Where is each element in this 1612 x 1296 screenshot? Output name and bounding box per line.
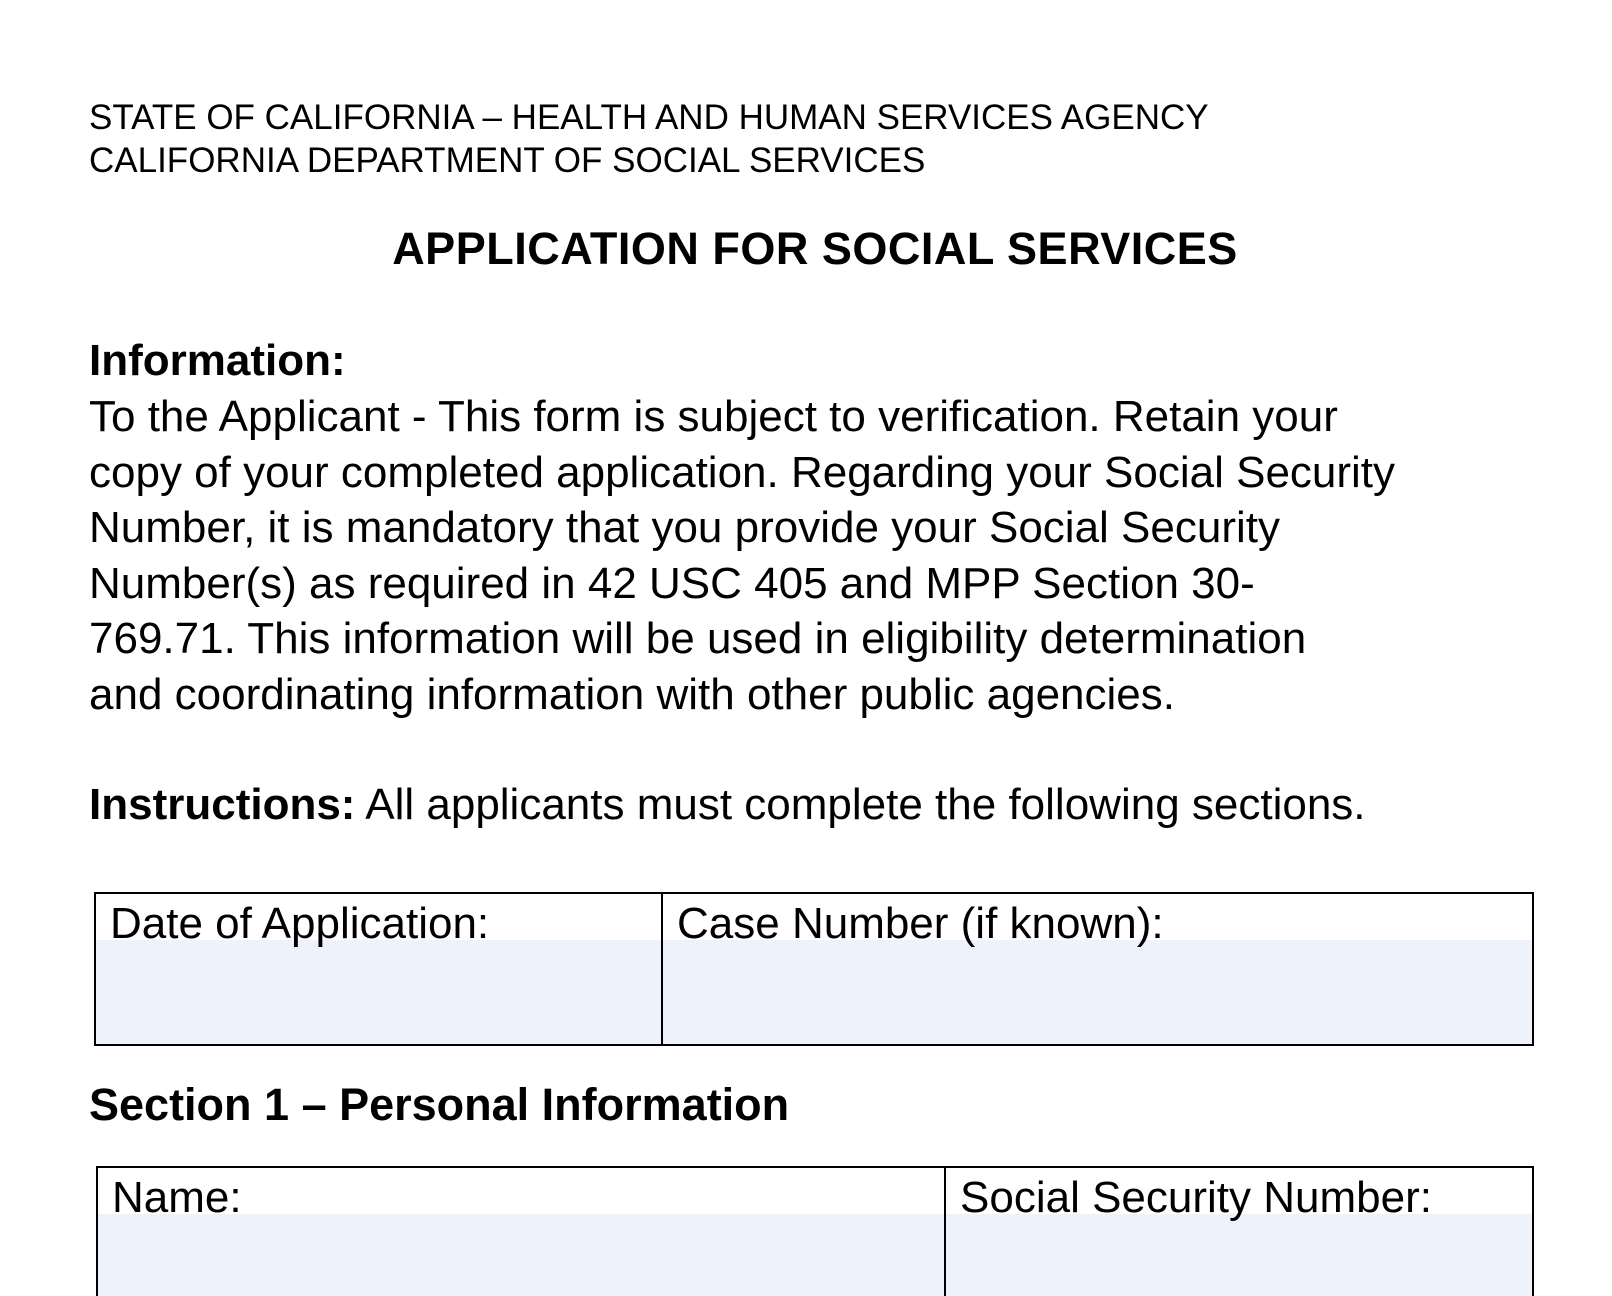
case-number-field[interactable] — [663, 940, 1532, 1044]
agency-header — [89, 96, 1209, 182]
information-line: Number(s) as required in 42 USC 405 and MPP Section 30- — [89, 558, 1255, 608]
date-of-application-field[interactable] — [96, 940, 661, 1044]
information-line: To the Applicant - This form is subject to verification. Retain your — [89, 392, 1338, 441]
form-title: APPLICATION FOR SOCIAL SERVICES — [392, 223, 1238, 274]
information-line: Number, it is mandatory that you provide your Social Security — [89, 503, 1280, 552]
name-label: Name: — [112, 1173, 242, 1222]
instructions-label: Instructions: — [89, 780, 356, 829]
information-paragraph — [89, 389, 1569, 722]
date-of-application-cell — [96, 894, 661, 1044]
name-field[interactable] — [98, 1214, 944, 1296]
ssn-cell — [944, 1168, 1532, 1296]
information-line: 769.71. This information will be used in eligibility determination — [89, 614, 1307, 663]
instructions — [89, 778, 1366, 832]
section-1-heading: Section 1 – Personal Information — [89, 1079, 790, 1130]
ssn-field[interactable] — [946, 1214, 1532, 1296]
information-line: and coordinating information with other public agencies. — [89, 669, 1175, 719]
agency-line-1: STATE OF CALIFORNIA – HEALTH AND HUMAN SERVICES AGENCY — [89, 98, 1209, 137]
name-cell — [98, 1168, 944, 1296]
ssn-label: Social Security Number: — [960, 1173, 1432, 1222]
date-of-application-label: Date of Application: — [110, 899, 490, 948]
agency-line-2: CALIFORNIA DEPARTMENT OF SOCIAL SERVICES — [89, 141, 926, 180]
case-number-label: Case Number (if known): — [677, 899, 1164, 948]
application-info-table — [94, 892, 1534, 1046]
information-heading: Information: — [89, 336, 346, 385]
information-line: copy of your completed application. Regarding your Social Security — [89, 447, 1396, 497]
instructions-text: All applicants must complete the following sections. — [355, 780, 1366, 829]
case-number-cell — [661, 894, 1532, 1044]
personal-info-table — [96, 1166, 1534, 1296]
